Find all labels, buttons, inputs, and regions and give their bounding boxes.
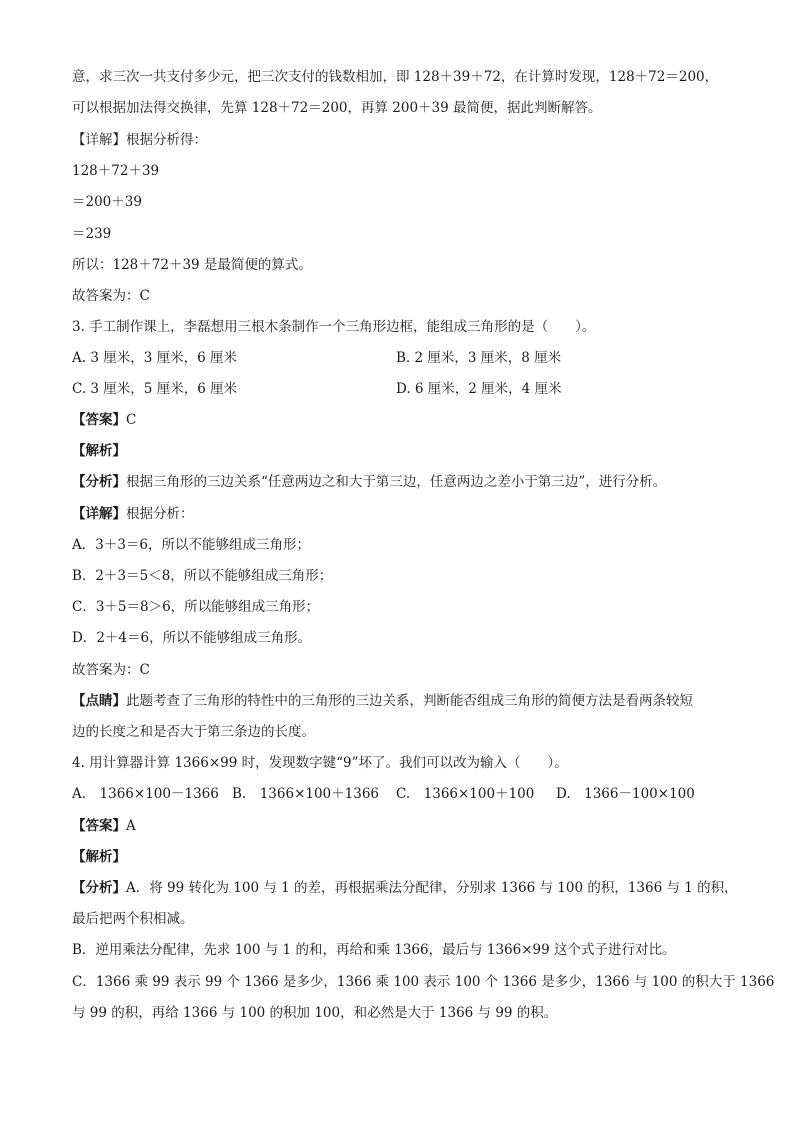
q3-dianjing-line-2: 边的长度之和是否大于第三条边的长度。 <box>72 724 315 740</box>
q3-option-b: B. 2 厘米，3 厘米，8 厘米 <box>396 350 562 366</box>
q3-detail <box>72 505 194 523</box>
answer-value: C <box>126 412 137 428</box>
fenxi-text: 根据三角形的三边关系“任意两边之和大于第三边，任意两边之差小于第三边”，进行分析。 <box>126 474 667 490</box>
q3-step-b: B．2＋3＝5＜8，所以不能够组成三角形； <box>72 568 333 584</box>
intro-calc-2: ＝200＋39 <box>72 194 142 210</box>
q4-fenxi-line-2: 最后把两个积相减。 <box>72 911 194 927</box>
fenxi-text: A．将 99 转化为 100 与 1 的差，再根据乘法分配律，分别求 1366 与 100 的积，1366 与 1 的积， <box>126 880 738 896</box>
dianjing-label: 【点睛】 <box>72 693 126 709</box>
intro-line-2: 可以根据加法得交换律，先算 128＋72＝200，再算 200＋39 最简便，据此判断解答。 <box>72 100 602 116</box>
q3-step-c: C．3＋5＝8＞6，所以能够组成三角形； <box>72 599 320 615</box>
q3-fenxi <box>72 473 666 491</box>
q3-analysis-label: 【解析】 <box>72 443 126 459</box>
q4-stem: 4. 用计算器计算 1366×99 时，发现数字键“9”坏了。我们可以改为输入（ ）。 <box>72 755 568 771</box>
dianjing-text: 此题考查了三角形的特性中的三角形的三边关系，判断能否组成三角形的简便方法是看两条较短 <box>126 693 693 709</box>
fenxi-label: 【分析】 <box>72 880 126 896</box>
q3-dianjing <box>72 692 693 710</box>
intro-answer: 故答案为：C <box>72 288 150 304</box>
detail-label: 【详解】 <box>72 132 126 148</box>
answer-label: 【答案】 <box>72 818 126 834</box>
intro-line-1: 意，求三次一共支付多少元，把三次支付的钱数相加，即 128＋39＋72，在计算时发现，128＋72＝200， <box>72 69 719 85</box>
q4-answer <box>72 817 136 835</box>
q4-analysis-label: 【解析】 <box>72 849 126 865</box>
q3-option-a: A. 3 厘米，3 厘米，6 厘米 <box>72 350 237 366</box>
q4-b-line: B．逆用乘法分配律，先求 100 与 1 的和，再给和乘 1366，最后与 1366×99 这个式子进行对比。 <box>72 942 676 958</box>
intro-conclusion: 所以：128＋72＋39 是最简便的算式。 <box>72 257 312 273</box>
q3-option-d: D. 6 厘米，2 厘米，4 厘米 <box>396 381 562 397</box>
q3-step-a: A．3＋3＝6，所以不能够组成三角形； <box>72 537 311 553</box>
answer-value: A <box>126 818 136 834</box>
q3-conclusion: 故答案为：C <box>72 662 150 678</box>
q3-option-c: C. 3 厘米，5 厘米，6 厘米 <box>72 381 238 397</box>
detail-text: 根据分析得： <box>126 132 207 148</box>
fenxi-label: 【分析】 <box>72 474 126 490</box>
q4-option-a: A. 1366×100－1366 <box>72 786 219 802</box>
q4-fenxi <box>72 879 738 897</box>
intro-detail <box>72 131 207 149</box>
intro-calc-3: ＝239 <box>72 226 112 242</box>
q3-stem: 3. 手工制作课上，李磊想用三根木条制作一个三角形边框，能组成三角形的是（ ）。 <box>72 319 596 335</box>
q4-option-b: B. 1366×100＋1366 <box>232 786 380 802</box>
q4-option-c: C. 1366×100＋100 <box>396 786 535 802</box>
q4-c-line-1: C．1366 乘 99 表示 99 个 1366 是多少，1366 乘 100 表示 100 个 1366 是多少，1366 与 100 的积大于 1366 <box>72 974 775 990</box>
detail-label: 【详解】 <box>72 506 126 522</box>
q4-option-d: D. 1366－100×100 <box>556 786 695 802</box>
q3-answer <box>72 411 136 429</box>
q4-c-line-2: 与 99 的积，再给 1366 与 100 的积加 100，和必然是大于 1366 与 99 的积。 <box>72 1005 558 1021</box>
intro-calc-1: 128＋72＋39 <box>72 163 160 179</box>
q3-step-d: D．2＋4＝6，所以不能够组成三角形。 <box>72 630 312 646</box>
detail-text: 根据分析： <box>126 506 194 522</box>
answer-label: 【答案】 <box>72 412 126 428</box>
